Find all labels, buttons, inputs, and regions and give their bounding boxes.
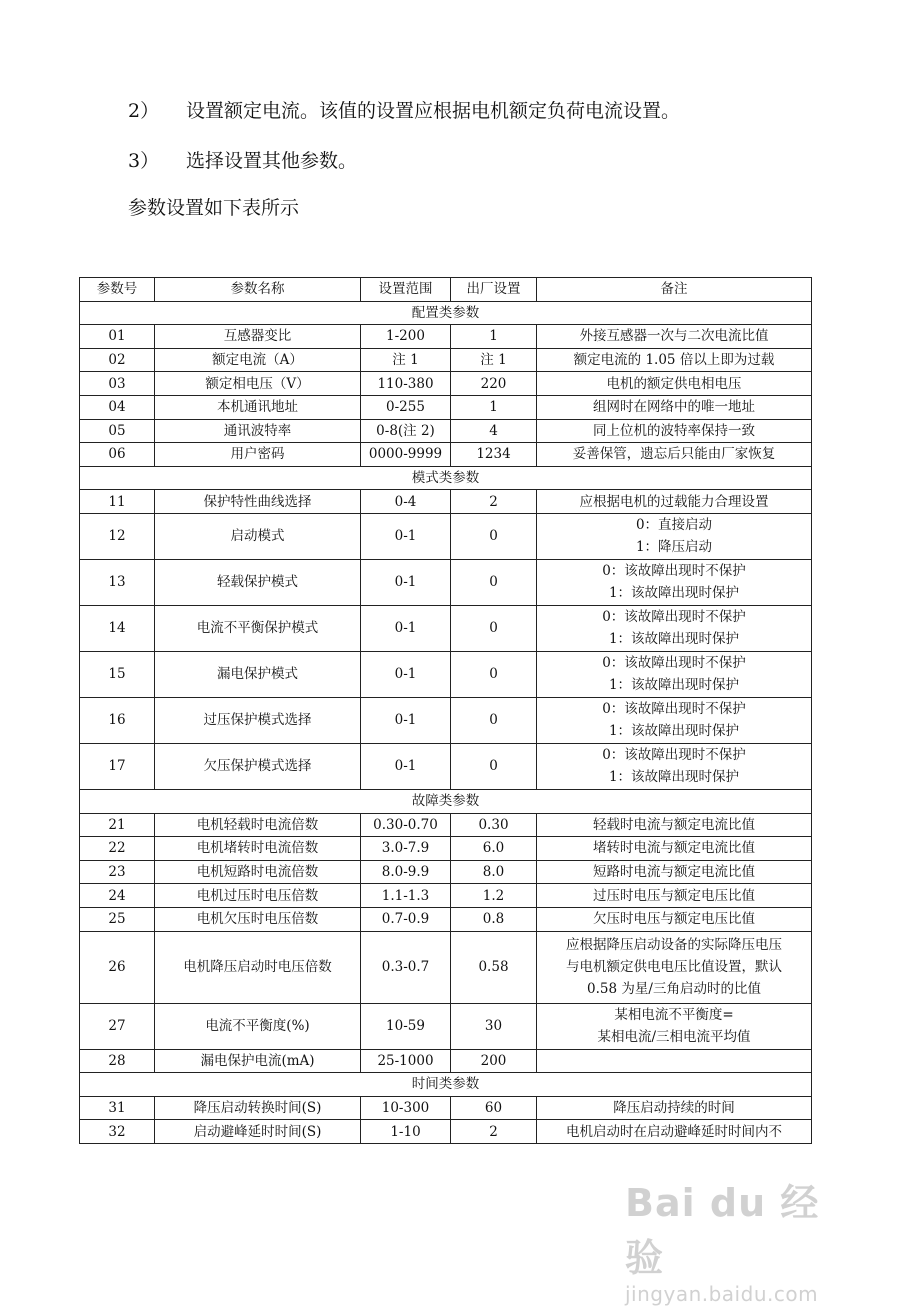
cell-no: 23 — [80, 860, 155, 884]
cell-default: 0 — [451, 605, 537, 651]
cell-range: 0.3-0.7 — [361, 931, 451, 1003]
baidu-jingyan-watermark — [625, 1172, 855, 1306]
paragraph-table-intro: 参数设置如下表所示 — [128, 197, 300, 219]
remark-line: 0：该故障出现时不保护 — [602, 747, 746, 764]
cell-default: 1 — [451, 325, 537, 349]
cell-default: 0 — [451, 743, 537, 789]
cell-name: 降压启动转换时间(S) — [155, 1096, 361, 1120]
cell-range: 1-200 — [361, 325, 451, 349]
cell-default: 30 — [451, 1003, 537, 1049]
header-remark: 备注 — [537, 278, 812, 302]
cell-remark — [537, 513, 812, 559]
cell-no: 22 — [80, 837, 155, 861]
cell-remark: 额定电流的 1.05 倍以上即为过载 — [537, 348, 812, 372]
remark-line: 0：该故障出现时不保护 — [602, 563, 746, 580]
cell-name: 启动避峰延时时间(S) — [155, 1120, 361, 1144]
remark-line: 某相电流/三相电流平均值 — [597, 1029, 751, 1045]
table-row — [80, 743, 812, 789]
header-param-name: 参数名称 — [155, 278, 361, 302]
cell-default: 4 — [451, 419, 537, 443]
cell-name: 过压保护模式选择 — [155, 697, 361, 743]
remark-line: 0：该故障出现时不保护 — [602, 655, 746, 672]
section-title: 配置类参数 — [80, 301, 812, 325]
watermark-url: jingyan.baidu.com — [625, 1282, 819, 1306]
cell-no: 24 — [80, 884, 155, 908]
cell-default: 200 — [451, 1049, 537, 1073]
cell-name: 电机过压时电压倍数 — [155, 884, 361, 908]
step-text: 选择设置其他参数。 — [186, 150, 358, 172]
cell-range: 0-1 — [361, 513, 451, 559]
section-title: 模式类参数 — [80, 466, 812, 490]
cell-remark — [537, 931, 812, 1003]
section-row — [80, 466, 812, 490]
table-row — [80, 1003, 812, 1049]
cell-name: 电机短路时电流倍数 — [155, 860, 361, 884]
cell-name: 电机欠压时电压倍数 — [155, 907, 361, 931]
cell-range: 8.0-9.9 — [361, 860, 451, 884]
table-row — [80, 813, 812, 837]
table-row — [80, 837, 812, 861]
cell-default: 2 — [451, 1120, 537, 1144]
cell-no: 03 — [80, 372, 155, 396]
remark-line: 1：该故障出现时保护 — [608, 723, 740, 740]
cell-no: 11 — [80, 490, 155, 514]
cell-range: 110-380 — [361, 372, 451, 396]
cell-name: 电机堵转时电流倍数 — [155, 837, 361, 861]
cell-remark: 欠压时电压与额定电压比值 — [537, 907, 812, 931]
step-text: 设置额定电流。该值的设置应根据电机额定负荷电流设置。 — [186, 100, 681, 122]
table-header-row — [80, 278, 812, 302]
cell-no: 04 — [80, 395, 155, 419]
cell-remark — [537, 743, 812, 789]
cell-no: 06 — [80, 443, 155, 467]
cell-name: 互感器变比 — [155, 325, 361, 349]
cell-remark: 轻载时电流与额定电流比值 — [537, 813, 812, 837]
cell-no: 14 — [80, 605, 155, 651]
cell-range: 0-8(注 2) — [361, 419, 451, 443]
remark-line: 1：该故障出现时保护 — [608, 631, 740, 648]
cell-default: 注 1 — [451, 348, 537, 372]
section-row — [80, 789, 812, 813]
cell-remark: 电机启动时在启动避峰延时时间内不 — [537, 1120, 812, 1144]
cell-remark — [537, 559, 812, 605]
cell-no: 13 — [80, 559, 155, 605]
remark-line: 0：该故障出现时不保护 — [602, 609, 746, 626]
remark-line: 与电机额定供电电压比值设置，默认 — [566, 959, 782, 975]
cell-remark: 外接互感器一次与二次电流比值 — [537, 325, 812, 349]
cell-remark: 组网时在网络中的唯一地址 — [537, 395, 812, 419]
cell-name: 通讯波特率 — [155, 419, 361, 443]
cell-range: 0-1 — [361, 743, 451, 789]
cell-name: 欠压保护模式选择 — [155, 743, 361, 789]
table-row — [80, 559, 812, 605]
cell-no: 28 — [80, 1049, 155, 1073]
cell-no: 12 — [80, 513, 155, 559]
paragraph-step-2 — [128, 96, 680, 123]
table-row — [80, 1049, 812, 1073]
cell-range: 0000-9999 — [361, 443, 451, 467]
cell-range: 0-4 — [361, 490, 451, 514]
section-row — [80, 301, 812, 325]
cell-remark: 妥善保管，遗忘后只能由厂家恢复 — [537, 443, 812, 467]
cell-remark: 电机的额定供电相电压 — [537, 372, 812, 396]
cell-name: 电流不平衡保护模式 — [155, 605, 361, 651]
cell-remark: 同上位机的波特率保持一致 — [537, 419, 812, 443]
step-number: 2） — [128, 100, 160, 122]
parameter-table — [79, 277, 812, 1144]
cell-default: 220 — [451, 372, 537, 396]
cell-no: 32 — [80, 1120, 155, 1144]
cell-no: 16 — [80, 697, 155, 743]
cell-default: 0.8 — [451, 907, 537, 931]
paragraph-step-3 — [128, 146, 357, 173]
cell-default: 6.0 — [451, 837, 537, 861]
table-row — [80, 1096, 812, 1120]
remark-line: 某相电流不平衡度= — [614, 1007, 734, 1023]
table-row — [80, 348, 812, 372]
cell-default: 0.58 — [451, 931, 537, 1003]
header-default: 出厂设置 — [451, 278, 537, 302]
table-row — [80, 907, 812, 931]
cell-name: 本机通讯地址 — [155, 395, 361, 419]
cell-default: 60 — [451, 1096, 537, 1120]
cell-no: 21 — [80, 813, 155, 837]
table-row — [80, 884, 812, 908]
remark-line: 0.58 为星/三角启动时的比值 — [587, 981, 761, 997]
cell-default: 0 — [451, 513, 537, 559]
step-number: 3） — [128, 150, 160, 172]
cell-range: 25-1000 — [361, 1049, 451, 1073]
cell-range: 0-1 — [361, 651, 451, 697]
cell-name: 电机轻载时电流倍数 — [155, 813, 361, 837]
table-row — [80, 395, 812, 419]
remark-line: 1：该故障出现时保护 — [608, 585, 740, 602]
header-param-no: 参数号 — [80, 278, 155, 302]
cell-range: 0-255 — [361, 395, 451, 419]
cell-remark — [537, 1003, 812, 1049]
table-row — [80, 419, 812, 443]
cell-range: 0.30-0.70 — [361, 813, 451, 837]
cell-no: 27 — [80, 1003, 155, 1049]
cell-name: 漏电保护电流(mA) — [155, 1049, 361, 1073]
table-row — [80, 697, 812, 743]
cell-default: 2 — [451, 490, 537, 514]
table-row — [80, 1120, 812, 1144]
table-row — [80, 490, 812, 514]
cell-no: 17 — [80, 743, 155, 789]
cell-no: 01 — [80, 325, 155, 349]
table-row — [80, 931, 812, 1003]
cell-remark: 应根据电机的过载能力合理设置 — [537, 490, 812, 514]
cell-default: 1234 — [451, 443, 537, 467]
table-row — [80, 860, 812, 884]
cell-range: 1.1-1.3 — [361, 884, 451, 908]
cell-range: 10-59 — [361, 1003, 451, 1049]
table-row — [80, 513, 812, 559]
cell-no: 26 — [80, 931, 155, 1003]
cell-no: 25 — [80, 907, 155, 931]
cell-no: 15 — [80, 651, 155, 697]
cell-range: 0.7-0.9 — [361, 907, 451, 931]
section-title: 时间类参数 — [80, 1073, 812, 1097]
cell-default: 0 — [451, 651, 537, 697]
cell-name: 用户密码 — [155, 443, 361, 467]
cell-range: 0-1 — [361, 697, 451, 743]
table-row — [80, 651, 812, 697]
cell-range: 10-300 — [361, 1096, 451, 1120]
cell-default: 1.2 — [451, 884, 537, 908]
cell-range: 3.0-7.9 — [361, 837, 451, 861]
table-row — [80, 372, 812, 396]
cell-default: 1 — [451, 395, 537, 419]
cell-default: 0 — [451, 559, 537, 605]
table-row — [80, 605, 812, 651]
cell-remark: 降压启动持续的时间 — [537, 1096, 812, 1120]
cell-name: 保护特性曲线选择 — [155, 490, 361, 514]
cell-default: 0 — [451, 697, 537, 743]
cell-range: 1-10 — [361, 1120, 451, 1144]
cell-remark — [537, 697, 812, 743]
cell-range: 0-1 — [361, 559, 451, 605]
remark-line: 0：直接启动 — [635, 517, 713, 534]
remark-line: 0：该故障出现时不保护 — [602, 701, 746, 718]
remark-line: 1：降压启动 — [635, 539, 713, 556]
table-row — [80, 443, 812, 467]
cell-name: 电机降压启动时电压倍数 — [155, 931, 361, 1003]
cell-name: 轻载保护模式 — [155, 559, 361, 605]
table-row — [80, 325, 812, 349]
remark-line: 应根据降压启动设备的实际降压电压 — [566, 937, 782, 953]
section-row — [80, 1073, 812, 1097]
remark-line: 1：该故障出现时保护 — [608, 769, 740, 786]
cell-default: 0.30 — [451, 813, 537, 837]
section-title: 故障类参数 — [80, 789, 812, 813]
remark-line: 1：该故障出现时保护 — [608, 677, 740, 694]
cell-name: 启动模式 — [155, 513, 361, 559]
cell-remark: 短路时电流与额定电流比值 — [537, 860, 812, 884]
cell-name: 漏电保护模式 — [155, 651, 361, 697]
cell-no: 31 — [80, 1096, 155, 1120]
cell-default: 8.0 — [451, 860, 537, 884]
header-range: 设置范围 — [361, 278, 451, 302]
cell-range: 0-1 — [361, 605, 451, 651]
cell-remark — [537, 651, 812, 697]
cell-remark: 堵转时电流与额定电流比值 — [537, 837, 812, 861]
cell-range: 注 1 — [361, 348, 451, 372]
cell-name: 额定电流（A） — [155, 348, 361, 372]
watermark-logo: Bai du 经验 — [625, 1181, 820, 1280]
cell-name: 额定相电压（V） — [155, 372, 361, 396]
cell-remark — [537, 1049, 812, 1073]
cell-no: 02 — [80, 348, 155, 372]
cell-remark: 过压时电压与额定电压比值 — [537, 884, 812, 908]
cell-name: 电流不平衡度(%) — [155, 1003, 361, 1049]
cell-remark — [537, 605, 812, 651]
cell-no: 05 — [80, 419, 155, 443]
